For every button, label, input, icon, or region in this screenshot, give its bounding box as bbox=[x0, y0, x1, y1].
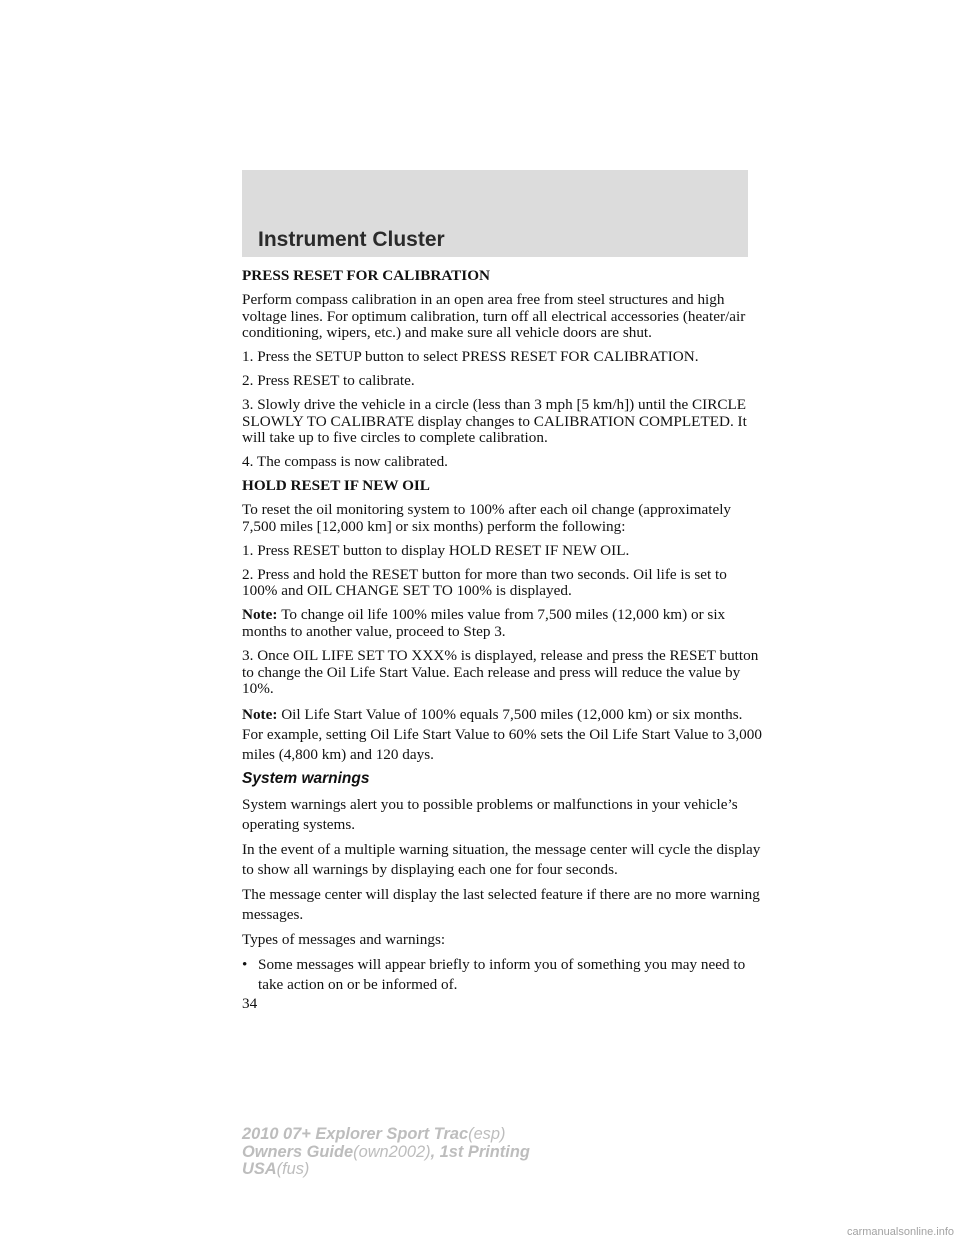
footer-market: USA bbox=[242, 1160, 277, 1178]
footer-market-code: (fus) bbox=[276, 1160, 310, 1178]
calibration-step-2: 2. Press RESET to calibrate. bbox=[242, 372, 415, 390]
footer-line-2 bbox=[242, 1144, 530, 1162]
footer-guide: Owners Guide bbox=[242, 1142, 354, 1161]
calibration-intro-paragraph: Perform compass calibration in an open area free from steel structures and high voltage lines. For optimum calibration, turn off all electrical accessories (heater/air conditioning, wipers, etc.) and make sure all vehicle doors are shut. bbox=[242, 290, 746, 342]
footer-line-1 bbox=[242, 1126, 530, 1144]
message-types-intro: Types of messages and warnings: bbox=[242, 930, 446, 948]
footer-vehicle-code: (esp) bbox=[468, 1125, 506, 1143]
bullet-mark: • bbox=[242, 955, 248, 973]
oil-reset-step-3: 3. Once OIL LIFE SET TO XXX% is displayed, release and press the RESET button to change the Oil Life Start Value. Each release and press will reduce the value by 10%. bbox=[242, 646, 759, 698]
calibration-step-4: 4. The compass is now calibrated. bbox=[242, 453, 448, 471]
oil-reset-intro-paragraph: To reset the oil monitoring system to 100% after each oil change (approximately 7,500 miles [12,000 km] or six months) perform the following: bbox=[242, 501, 732, 535]
print-footer bbox=[242, 1126, 530, 1179]
system-warnings-paragraph-3: The message center will display the last selected feature if there are no more warning messages. bbox=[242, 885, 760, 923]
note-1-text: To change oil life 100% miles value from 7,500 miles (12,000 km) or six months to another value, proceed to Step 3. bbox=[242, 606, 726, 640]
footer-vehicle: 2010 07+ Explorer Sport Trac bbox=[242, 1125, 469, 1143]
page-number: 34 bbox=[242, 994, 258, 1012]
page-content bbox=[242, 268, 762, 1012]
section-header-band bbox=[242, 170, 748, 257]
note-label: Note: bbox=[242, 606, 278, 624]
system-warnings-subheading: System warnings bbox=[242, 770, 370, 788]
system-warnings-paragraph-1: System warnings alert you to possible problems or malfunctions in your vehicle’s operating systems. bbox=[242, 795, 738, 833]
oil-reset-step-2: 2. Press and hold the RESET button for more than two seconds. Oil life is set to 100% and OIL CHANGE SET TO 100% is displayed. bbox=[242, 565, 727, 600]
list-item bbox=[242, 955, 762, 995]
calibration-step-1: 1. Press the SETUP button to select PRESS RESET FOR CALIBRATION. bbox=[242, 348, 699, 366]
calibration-step-3: 3. Slowly drive the vehicle in a circle (less than 3 mph [5 km/h]) until the CIRCLE SLOWLY TO CALIBRATE display changes to CALIBRATION COMPLETED. It will take up to five circles to complete calibration. bbox=[242, 396, 747, 447]
bullet-text: Some messages will appear briefly to inform you of something you may need to take action on or be informed of. bbox=[258, 955, 746, 993]
section-title: Instrument Cluster bbox=[258, 228, 445, 251]
calibration-heading: PRESS RESET FOR CALIBRATION bbox=[242, 267, 490, 284]
oil-note-2 bbox=[242, 705, 762, 765]
oil-reset-step-1: 1. Press RESET button to display HOLD RESET IF NEW OIL. bbox=[242, 541, 630, 559]
footer-line-3 bbox=[242, 1161, 530, 1179]
footer-printing: , 1st Printing bbox=[430, 1142, 530, 1161]
note-label: Note: bbox=[242, 706, 278, 724]
watermark-text: carmanualsonline.info bbox=[846, 1226, 954, 1238]
footer-guide-code: (own2002) bbox=[353, 1142, 431, 1161]
system-warnings-paragraph-2: In the event of a multiple warning situation, the message center will cycle the display to show all warnings by displaying each one for four seconds. bbox=[242, 840, 761, 878]
oil-note-1 bbox=[242, 607, 762, 640]
oil-reset-heading: HOLD RESET IF NEW OIL bbox=[242, 477, 430, 495]
note-2-text: Oil Life Start Value of 100% equals 7,500 miles (12,000 km) or six months. For example, setting Oil Life Start Value to 60% sets the Oil Life Start Value to 3,000 miles (4,800 km) and 120 days. bbox=[242, 706, 762, 764]
